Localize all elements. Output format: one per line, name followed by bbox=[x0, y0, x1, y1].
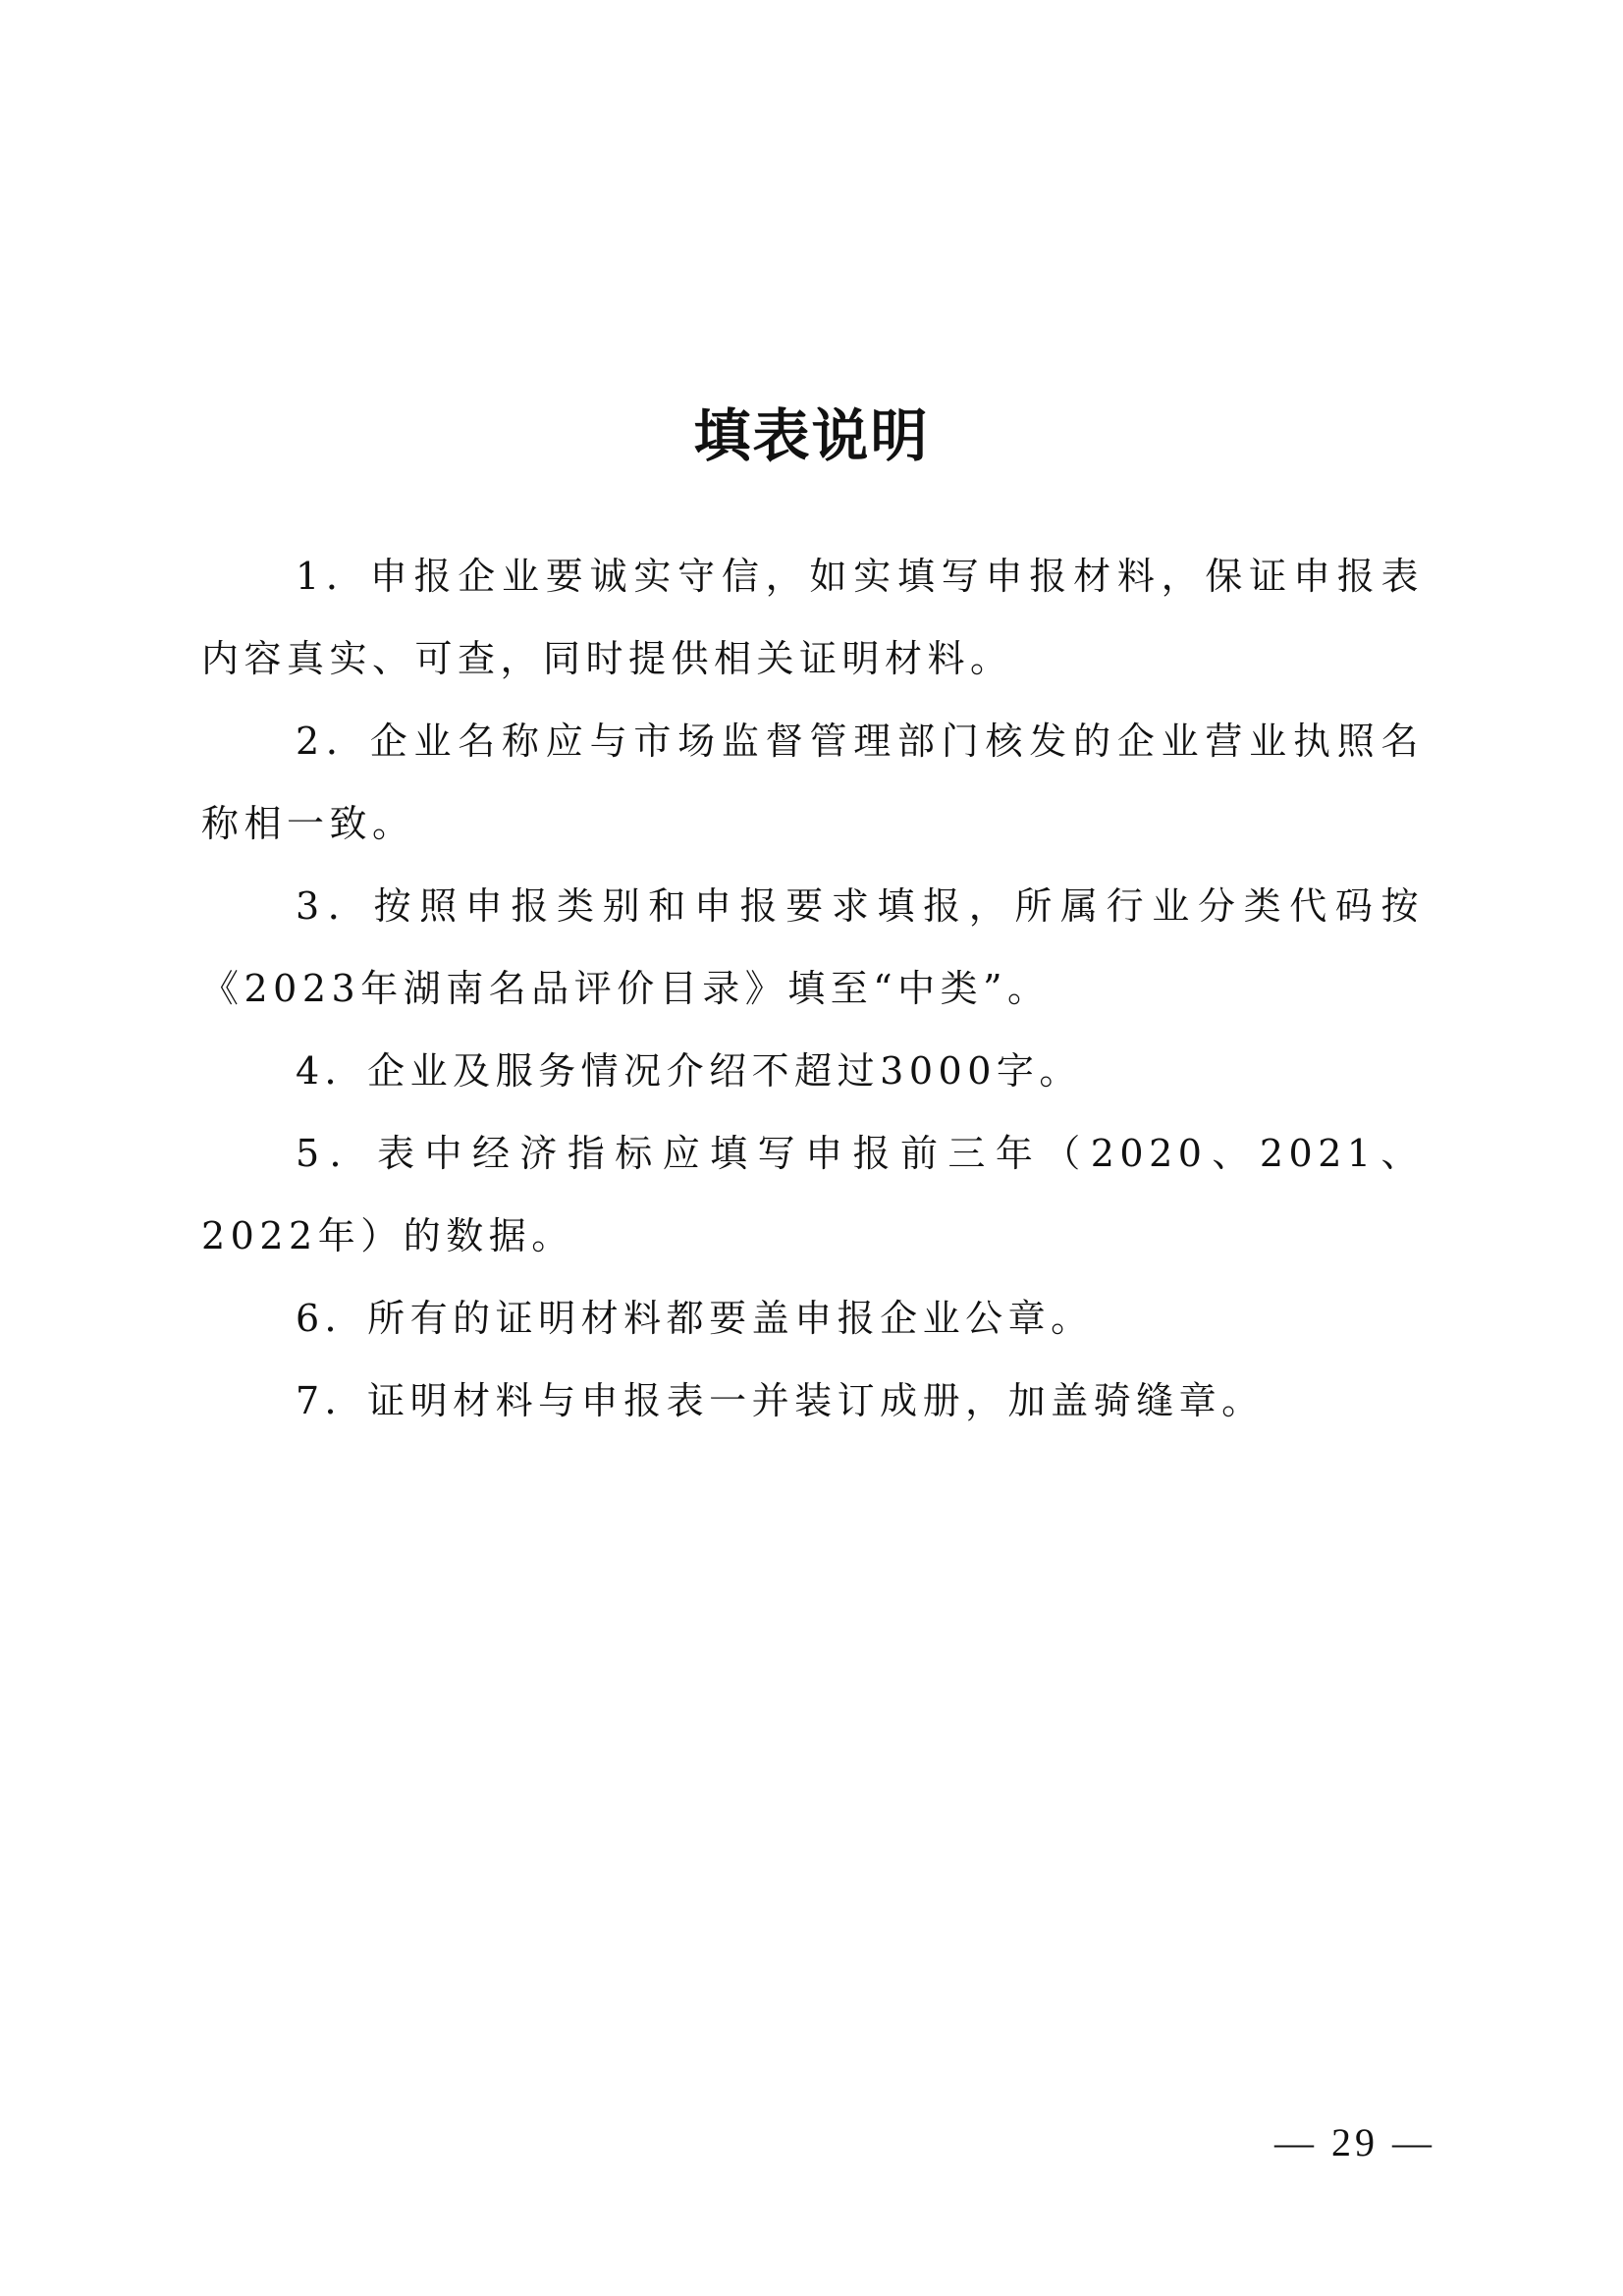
instruction-item-6: 6．所有的证明材料都要盖申报企业公章。 bbox=[296, 1297, 1094, 1340]
instruction-item-5: 5．表中经济指标应填写申报前三年（2020、2021、2022年）的数据。 bbox=[201, 1132, 1424, 1257]
instruction-item-3: 3．按照申报类别和申报要求填报，所属行业分类代码按《2023年湖南名品评价目录》填至“中类”。 bbox=[201, 884, 1424, 1010]
page-number: — 29 — bbox=[1274, 2120, 1435, 2164]
instructions-list bbox=[201, 535, 1424, 1442]
instruction-item-4: 4．企业及服务情况介绍不超过3000字。 bbox=[296, 1049, 1082, 1093]
page-title: 填表说明 bbox=[693, 401, 930, 469]
instruction-item-2: 2．企业名称应与市场监督管理部门核发的企业营业执照名称相一致。 bbox=[201, 720, 1424, 845]
instruction-item-1: 1．申报企业要诚实守信，如实填写申报材料，保证申报表内容真实、可查，同时提供相关证明材料。 bbox=[201, 555, 1424, 680]
instruction-item-7: 7．证明材料与申报表一并装订成册，加盖骑缝章。 bbox=[296, 1379, 1265, 1422]
